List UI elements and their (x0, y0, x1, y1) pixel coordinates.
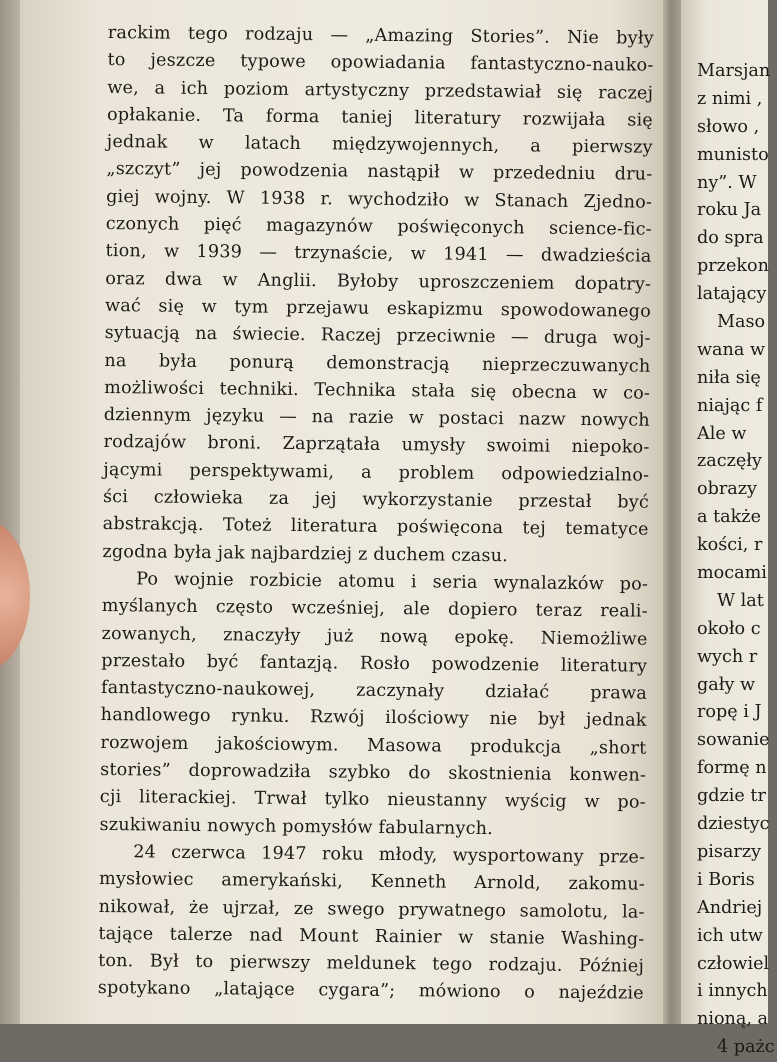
left-text-line: rozwojem jakościowym. Masowa produkcja „short (100, 732, 647, 759)
right-text-line: zaczęły (697, 451, 762, 472)
book-gutter (663, 0, 681, 1024)
left-text-line: nikował, że ujrzał, ze swego prywatnego samolotu, la- (98, 896, 645, 923)
left-text-line: jednak w latach międzywojennych, a pierwszy (106, 132, 653, 158)
left-text-line: wać się w tym przejawu eskapizmu spowodowanego (104, 295, 652, 322)
right-text-line: pisarzy (697, 841, 762, 862)
right-page-text (697, 58, 777, 1062)
left-text-line: mysłowiec amerykański, Kenneth Arnold, zakomu- (98, 869, 646, 895)
left-text-line: oraz dwa w Anglii. Byłoby uproszczeniem dopatry- (105, 268, 652, 295)
right-text-line: do spra (697, 228, 764, 249)
right-text-line: niła się (697, 367, 761, 388)
left-page-text (98, 20, 654, 1008)
right-text-line: gdzie tr (697, 786, 766, 807)
left-text-line: możliwości techniki. Technika stała się obecna w co- (104, 377, 651, 404)
right-text-line: niając f (697, 395, 763, 416)
left-text-line: czonych pięć magazynów poświęconych science-fic- (105, 214, 652, 240)
right-text-line: Ale w (697, 423, 747, 444)
left-text-line: rodzajów broni. Zaprzątała umysły swoimi niepoko- (103, 432, 650, 459)
left-text-line: przestało być fantazją. Rosło powodzenie literatury (101, 650, 648, 677)
right-text-line: ny”. W (697, 172, 757, 193)
left-text-line: we, a ich poziom artystyczny przedstawiał się raczej (107, 77, 654, 104)
right-text-line: człowiel (697, 953, 770, 974)
right-text-line: gały w (697, 674, 756, 695)
left-text-line: myślanych często wcześniej, ale dopiero teraz reali- (101, 596, 648, 622)
right-text-line: około c (697, 618, 761, 639)
left-text-line: giej wojny. W 1938 r. wychodziło w Stanach Zjedno- (106, 186, 653, 213)
left-text-line: to jeszcze typowe opowiadania fantastyczno-nauko- (107, 50, 654, 77)
right-text-line: i innych (697, 981, 768, 1002)
right-text-line: roku Ja (697, 200, 762, 221)
right-text-line: wych r (697, 646, 758, 667)
right-text-line: Marsjan (697, 61, 771, 81)
right-text-line: W lat (717, 590, 764, 611)
right-text-line: 4 pażc (717, 1037, 775, 1058)
left-text-line: tion, w 1939 — trzynaście, w 1941 — dwadzieścia (105, 241, 652, 268)
left-text-line: ści człowieka za jej wykorzystanie przestał być (102, 487, 650, 513)
left-text-line: rackim tego rodzaju — „Amazing Stories”. Nie były (107, 22, 654, 49)
left-text-line: abstrakcją. Toteż literatura poświęcona tej tematyce (102, 514, 649, 541)
right-text-line: obrazy (697, 479, 757, 500)
left-text-line: zowanych, znaczyły już nową epokę. Niemożliwe (101, 623, 648, 650)
left-text-line: Po wojnie rozbicie atomu i seria wynalazków po- (136, 569, 649, 595)
right-text-line: z nimi , (697, 88, 763, 109)
left-text-line: na była ponurą demonstracją nieprzeczuwanych (104, 350, 651, 377)
left-text-line: spotykano „latające cygara”; mówiono o najeździe (97, 978, 644, 1005)
left-text-line: zgodna była jak najbardziej z duchem czasu. (102, 541, 509, 566)
left-text-line: handlowego rynku. Rzwój ilościowy nie był jednak (100, 705, 647, 732)
right-text-line: ich utw (697, 925, 763, 946)
left-text-line: ton. Był to pierwszy meldunek tego rodzaju. Później (98, 951, 645, 977)
right-text-line: formę n (697, 758, 767, 779)
right-text-line: przekon (697, 256, 769, 277)
left-text-line: sytuacją na świecie. Raczej przeciwnie — druga woj- (104, 323, 651, 349)
right-text-line: Andriej (697, 897, 763, 918)
right-text-line: ropę i J (697, 702, 762, 723)
right-text-line: nioną, a (697, 1009, 769, 1030)
left-text-line: tające talerze nad Mount Rainier w stanie Washing- (98, 923, 645, 950)
right-text-line: mocami (697, 563, 767, 584)
right-text-line: dziestyc (697, 814, 770, 835)
left-text-line: cji literackiej. Trwał tylko nieustanny wyścig w po- (99, 787, 646, 813)
left-text-line: opłakanie. Ta forma taniej literatury rozwijała się (106, 104, 654, 131)
left-text-line: dziennym języku — na razie w postaci nazw nowych (103, 405, 650, 431)
left-text-line: fantastyczno-naukowej, zaczynały działać prawa (100, 678, 648, 704)
right-text-line: a także (697, 507, 761, 528)
left-text-line: stories” doprowadziła szybko do skostnienia konwen- (100, 759, 647, 786)
right-text-line: Maso (717, 312, 766, 333)
left-text-line: „szczyt” jej powodzenia nastąpił w przededniu dru- (106, 159, 653, 186)
right-text-line: munisto (697, 144, 769, 165)
right-text-line: latający (697, 284, 767, 305)
right-text-line: kości, r (697, 535, 763, 556)
right-text-line: słowo , (697, 116, 760, 137)
left-text-line: jącymi perspektywami, a problem odpowiedzialno- (103, 459, 650, 486)
right-text-line: wana w (697, 339, 766, 360)
left-text-line: 24 czerwca 1947 roku młody, wysportowany prze- (133, 842, 646, 868)
right-text-line: sowanie (697, 730, 770, 751)
right-text-line: i Boris (697, 869, 755, 890)
left-text-line: szukiwaniu nowych pomysłów fabularnych. (99, 814, 494, 839)
